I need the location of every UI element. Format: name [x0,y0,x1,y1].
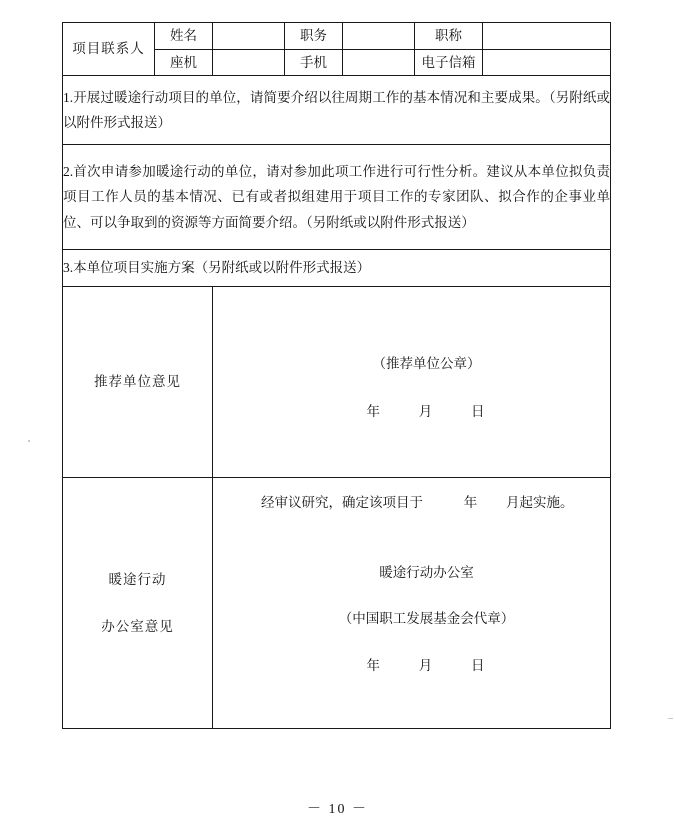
date-year: 年 [366,403,382,419]
recommend-opinion-body[interactable] [213,287,611,478]
office-opinion-label-line-2: 办公室意见 [101,619,174,635]
field-label-landline: 座机 [155,49,213,76]
field-label-name: 姓名 [155,23,213,50]
table-row-contact-1 [63,23,611,50]
date-month: 月 [418,658,435,674]
scan-speck [668,718,673,719]
field-label-title: 职称 [415,23,483,50]
office-opinion-top-text [227,490,596,516]
item-3-text: 3.本单位项目实施方案（另附纸或以附件形式报送） [63,250,611,287]
office-opinion-date [227,653,596,679]
date-month: 月 [418,403,435,419]
date-day: 日 [471,658,487,674]
table-row-item-1 [63,76,611,145]
table-row-office-opinion [63,478,611,729]
recommend-opinion-stamp-text: （推荐单位公章） [372,356,481,372]
office-opinion-office-name: 暖途行动办公室 [379,564,474,580]
scan-speck [28,440,30,442]
field-input-title[interactable] [483,23,611,50]
date-year: 年 [366,658,382,674]
page-number: － 10 － [307,802,368,817]
recommend-opinion-label [63,287,213,478]
application-form-table [62,22,611,729]
field-input-mobile[interactable] [343,49,415,76]
office-opinion-top-text-year: 年 [463,495,478,511]
field-label-email: 电子信箱 [415,49,483,76]
recommend-opinion-label-line: 推荐单位意见 [94,374,181,390]
office-opinion-label-line-1: 暖途行动 [108,571,167,587]
table-row-recommend-opinion [63,287,611,478]
contact-row-label: 项目联系人 [63,23,155,76]
table-row-item-2 [63,145,611,250]
field-label-mobile: 手机 [285,49,343,76]
item-1-text: 1.开展过暖途行动项目的单位，请简要介绍以往周期工作的基本情况和主要成果。（另附纸或以附件形式报送） [63,76,611,145]
office-opinion-body[interactable] [213,478,611,729]
date-day: 日 [471,403,487,419]
field-label-position: 职务 [285,23,343,50]
office-opinion-stamp-note: （中国职工发展基金会代章） [338,610,515,626]
field-input-position[interactable] [343,23,415,50]
item-2-text: 2.首次申请参加暖途行动的单位，请对参加此项工作进行可行性分析。建议从本单位拟负责项目工作人员的基本情况、已有或者拟组建用于项目工作的专家团队、拟合作的企事业单位、可以争取到的资源等方面简要介绍。（另附纸或以附件形式报送） [63,145,611,250]
field-input-email[interactable] [483,49,611,76]
office-opinion-top-text-tail: 月起实施。 [506,495,574,511]
recommend-opinion-date [227,399,596,425]
field-input-name[interactable] [213,23,285,50]
table-row-item-3 [63,250,611,287]
office-opinion-label [63,478,213,729]
office-opinion-top-text-main: 经审议研究，确定该项目于 [261,495,423,511]
field-input-landline[interactable] [213,49,285,76]
